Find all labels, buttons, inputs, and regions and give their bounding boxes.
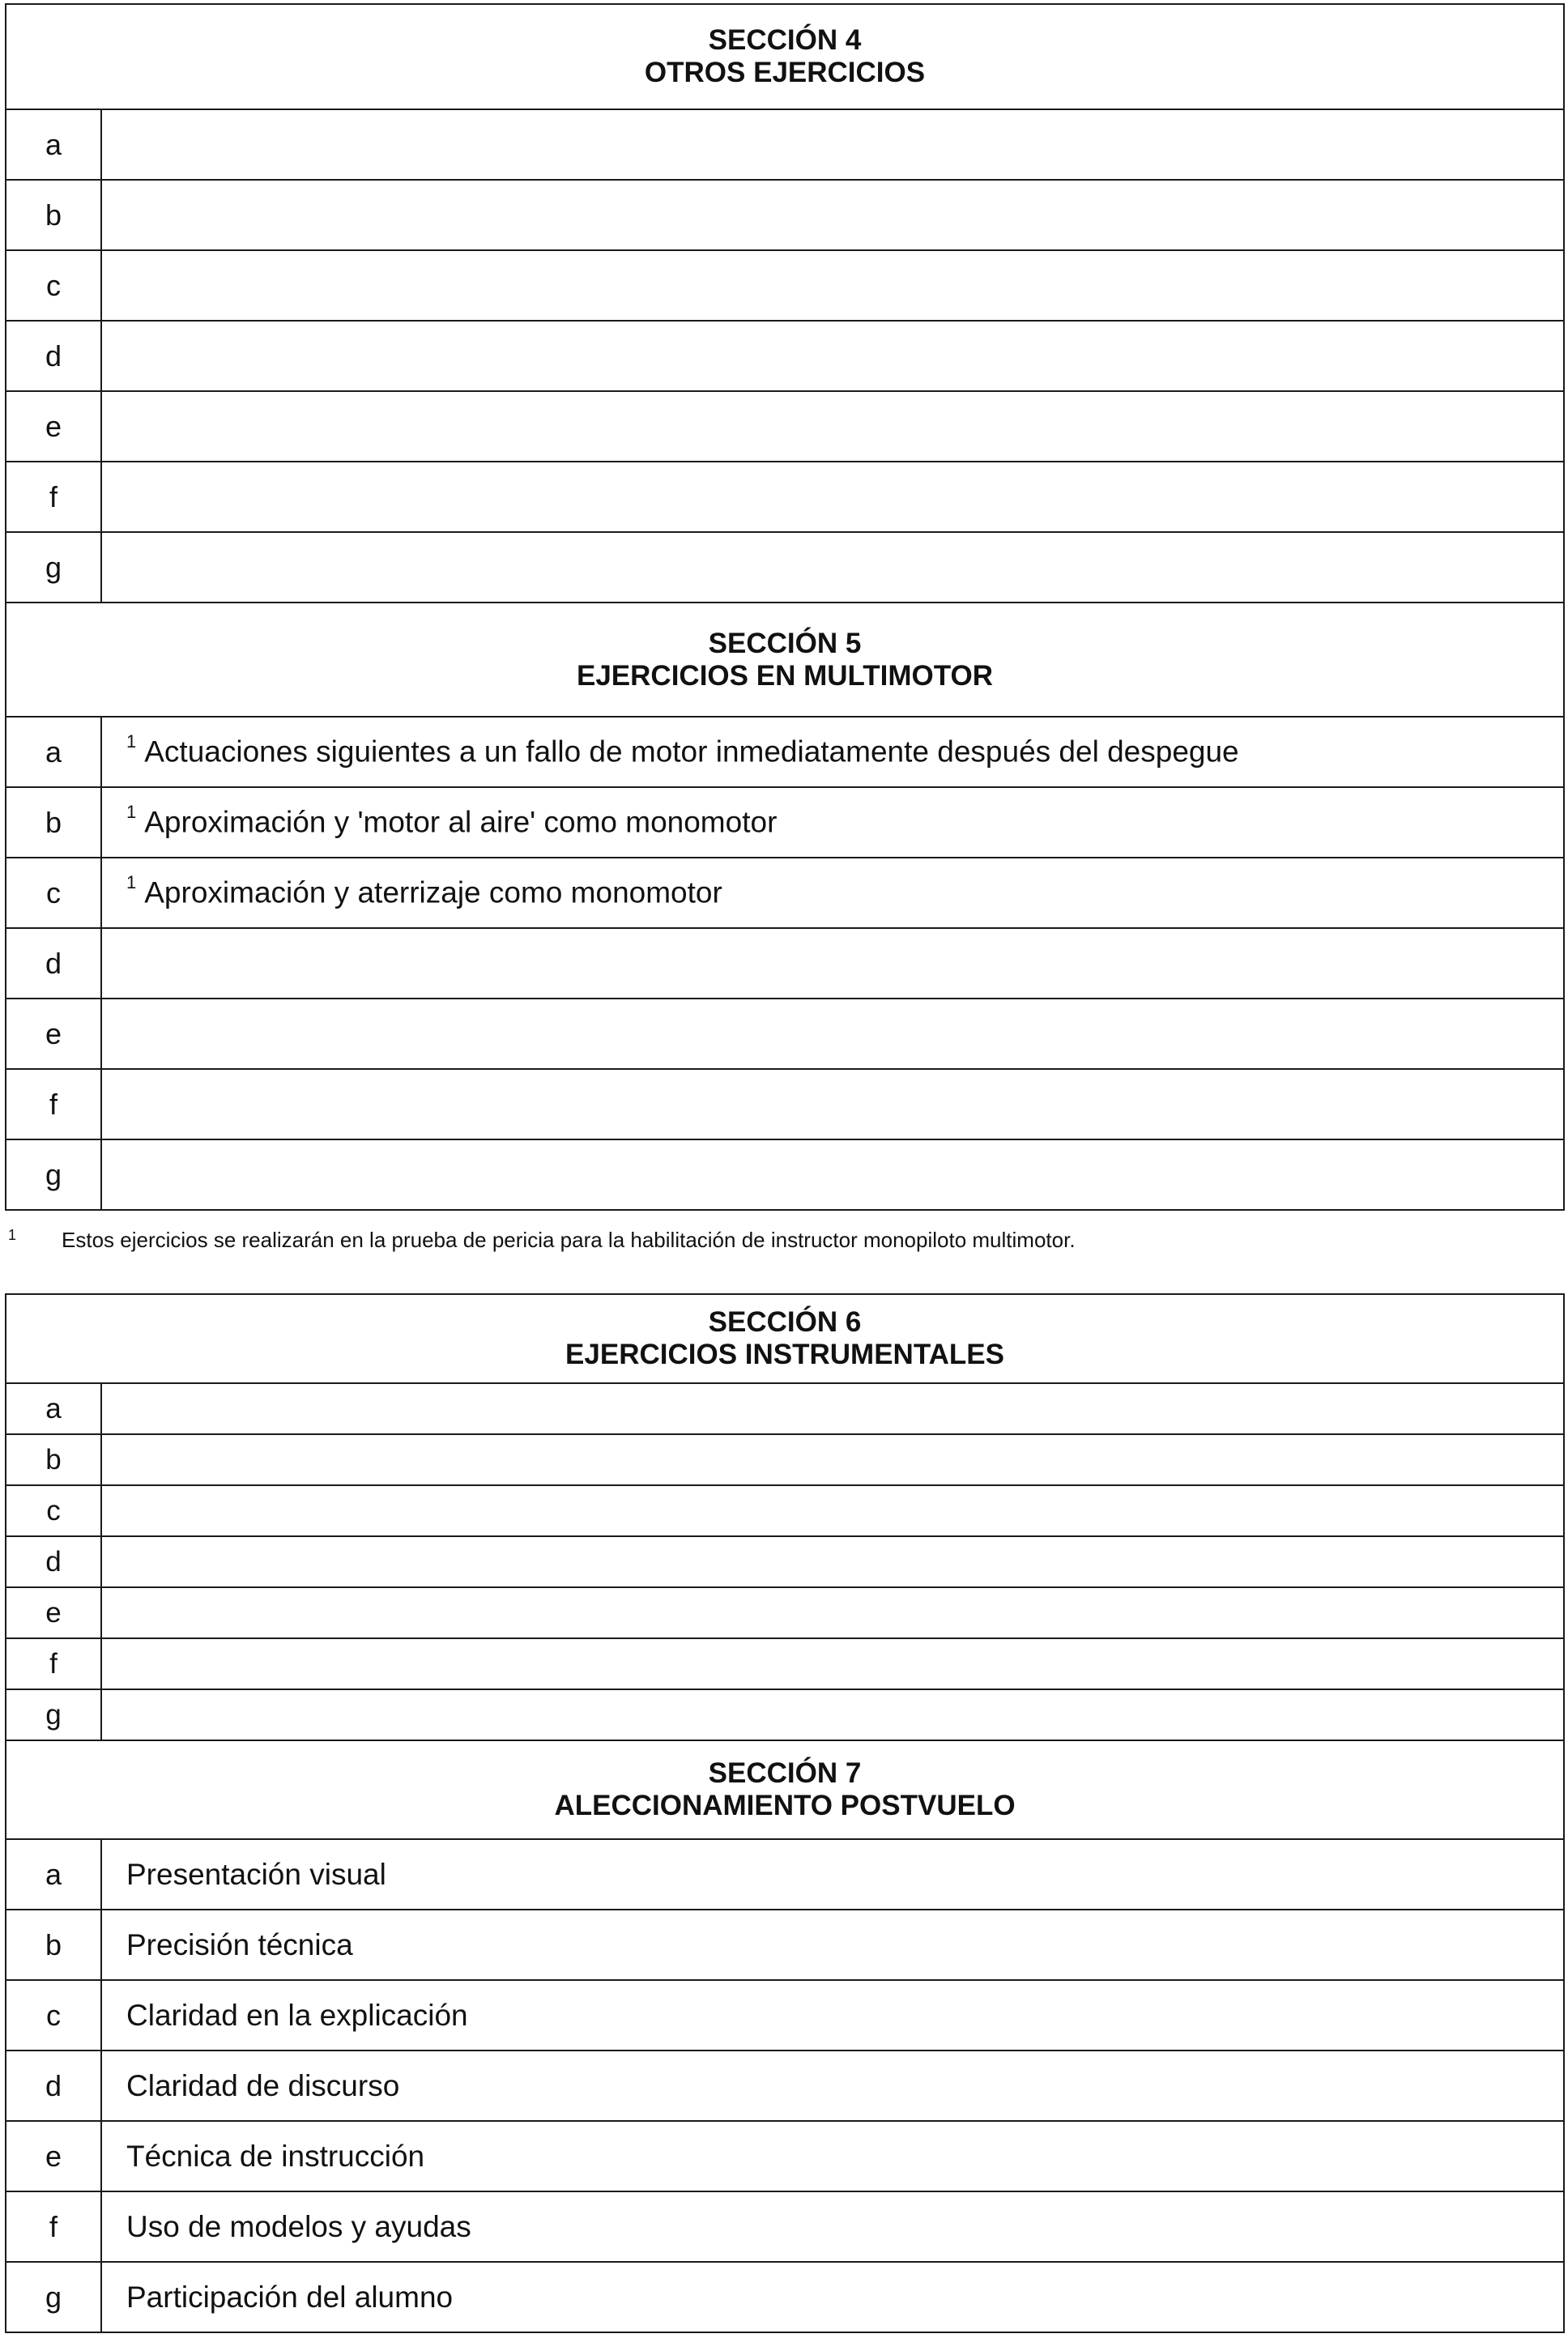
- row-text: Uso de modelos y ayudas: [101, 2191, 1564, 2262]
- section-5-row-c: [6, 858, 1564, 928]
- row-letter: b: [6, 180, 101, 250]
- row-letter: e: [6, 1587, 101, 1638]
- row-letter: g: [6, 532, 101, 603]
- row-letter: f: [6, 2191, 101, 2262]
- row-letter: f: [6, 1069, 101, 1139]
- section-6-row-g: [6, 1689, 1564, 1740]
- section-7-row-a: [6, 1839, 1564, 1910]
- section-4-row-e: [6, 391, 1564, 462]
- row-text: Aproximación y 'motor al aire' como monomotor: [144, 805, 778, 839]
- footnote-mark: 1: [8, 1227, 17, 1243]
- row-text: [101, 250, 1564, 321]
- row-letter: d: [6, 2051, 101, 2121]
- section-4-title: SECCIÓN 4: [708, 24, 862, 56]
- row-text: [101, 1139, 1564, 1210]
- row-text: [101, 109, 1564, 180]
- row-letter: g: [6, 2262, 101, 2332]
- section-5-row-d: [6, 928, 1564, 999]
- row-text: Técnica de instrucción: [101, 2121, 1564, 2191]
- row-text: [101, 928, 1564, 999]
- table-sections-6-7: [5, 1293, 1565, 2333]
- section-5-subtitle: EJERCICIOS EN MULTIMOTOR: [577, 659, 994, 692]
- section-5-row-e: [6, 999, 1564, 1069]
- section-5-row-a: [6, 717, 1564, 787]
- row-letter: g: [6, 1139, 101, 1210]
- section-7-row-f: [6, 2191, 1564, 2262]
- footnote-text: Estos ejercicios se realizarán en la prueba de pericia para la habilitación de instructor monopiloto multimotor.: [62, 1228, 1076, 1252]
- row-text: [101, 180, 1564, 250]
- section-5-header: [6, 603, 1564, 717]
- section-6-title: SECCIÓN 6: [708, 1306, 862, 1338]
- footnote: [5, 1224, 1544, 1256]
- section-4-row-a: [6, 109, 1564, 180]
- section-6-subtitle: EJERCICIOS INSTRUMENTALES: [565, 1339, 1004, 1370]
- section-6-row-e: [6, 1587, 1564, 1638]
- footnote-reference: 1: [126, 872, 137, 893]
- row-letter: a: [6, 717, 101, 787]
- section-7-row-e: [6, 2121, 1564, 2191]
- section-4-row-d: [6, 321, 1564, 391]
- row-letter: f: [6, 462, 101, 532]
- section-6-row-b: [6, 1434, 1564, 1485]
- section-4-row-c: [6, 250, 1564, 321]
- row-text: [101, 462, 1564, 532]
- section-7-heading: [6, 1740, 1564, 1839]
- row-letter: d: [6, 321, 101, 391]
- row-text: [101, 1383, 1564, 1434]
- row-text-cell: [101, 787, 1564, 858]
- row-letter: e: [6, 391, 101, 462]
- section-7-subtitle: ALECCIONAMIENTO POSTVUELO: [554, 1790, 1016, 1821]
- row-letter: b: [6, 1434, 101, 1485]
- section-7-header: [6, 1740, 1564, 1839]
- row-letter: e: [6, 2121, 101, 2191]
- row-letter: c: [6, 1980, 101, 2051]
- section-5-title: SECCIÓN 5: [708, 627, 862, 659]
- row-text-cell: [101, 717, 1564, 787]
- row-text: [101, 1689, 1564, 1740]
- section-5-row-g: [6, 1139, 1564, 1210]
- row-text: Actuaciones siguientes a un fallo de motor inmediatamente después del despegue: [144, 735, 1239, 769]
- section-6-row-d: [6, 1536, 1564, 1587]
- section-7-title: SECCIÓN 7: [708, 1757, 862, 1789]
- row-letter: a: [6, 109, 101, 180]
- row-letter: a: [6, 1383, 101, 1434]
- section-4-row-b: [6, 180, 1564, 250]
- section-4-heading: [6, 4, 1564, 109]
- row-text: Claridad de discurso: [101, 2051, 1564, 2121]
- section-7-row-d: [6, 2051, 1564, 2121]
- row-letter: c: [6, 858, 101, 928]
- row-text: Aproximación y aterrizaje como monomotor: [144, 875, 722, 909]
- row-text: Precisión técnica: [101, 1910, 1564, 1980]
- row-letter: c: [6, 250, 101, 321]
- row-text: [101, 1434, 1564, 1485]
- section-4-row-g: [6, 532, 1564, 603]
- row-text-cell: [101, 858, 1564, 928]
- section-4-row-f: [6, 462, 1564, 532]
- row-letter: b: [6, 787, 101, 858]
- section-6-heading: [6, 1294, 1564, 1383]
- table-sections-4-5: [5, 3, 1565, 1211]
- footnote-reference: 1: [126, 731, 137, 752]
- section-5-heading: [6, 603, 1564, 717]
- row-text: [101, 1638, 1564, 1689]
- footnote-reference: 1: [126, 802, 137, 823]
- row-text: [101, 1536, 1564, 1587]
- row-letter: g: [6, 1689, 101, 1740]
- section-6-row-c: [6, 1485, 1564, 1536]
- section-5-row-f: [6, 1069, 1564, 1139]
- section-7-row-b: [6, 1910, 1564, 1980]
- section-6-header: [6, 1294, 1564, 1383]
- row-text: Participación del alumno: [101, 2262, 1564, 2332]
- row-letter: f: [6, 1638, 101, 1689]
- row-letter: a: [6, 1839, 101, 1910]
- section-4-subtitle: OTROS EJERCICIOS: [644, 57, 926, 88]
- row-text: Presentación visual: [101, 1839, 1564, 1910]
- row-text: [101, 1485, 1564, 1536]
- row-letter: c: [6, 1485, 101, 1536]
- section-5-row-b: [6, 787, 1564, 858]
- row-text: [101, 1069, 1564, 1139]
- section-4-header: [6, 4, 1564, 109]
- row-text: [101, 1587, 1564, 1638]
- section-6-row-f: [6, 1638, 1564, 1689]
- row-letter: b: [6, 1910, 101, 1980]
- row-text: [101, 999, 1564, 1069]
- row-text: Claridad en la explicación: [101, 1980, 1564, 2051]
- row-text: [101, 391, 1564, 462]
- row-letter: d: [6, 1536, 101, 1587]
- row-text: [101, 532, 1564, 603]
- row-text: [101, 321, 1564, 391]
- section-6-row-a: [6, 1383, 1564, 1434]
- section-7-row-c: [6, 1980, 1564, 2051]
- row-letter: e: [6, 999, 101, 1069]
- row-letter: d: [6, 928, 101, 999]
- section-7-row-g: [6, 2262, 1564, 2332]
